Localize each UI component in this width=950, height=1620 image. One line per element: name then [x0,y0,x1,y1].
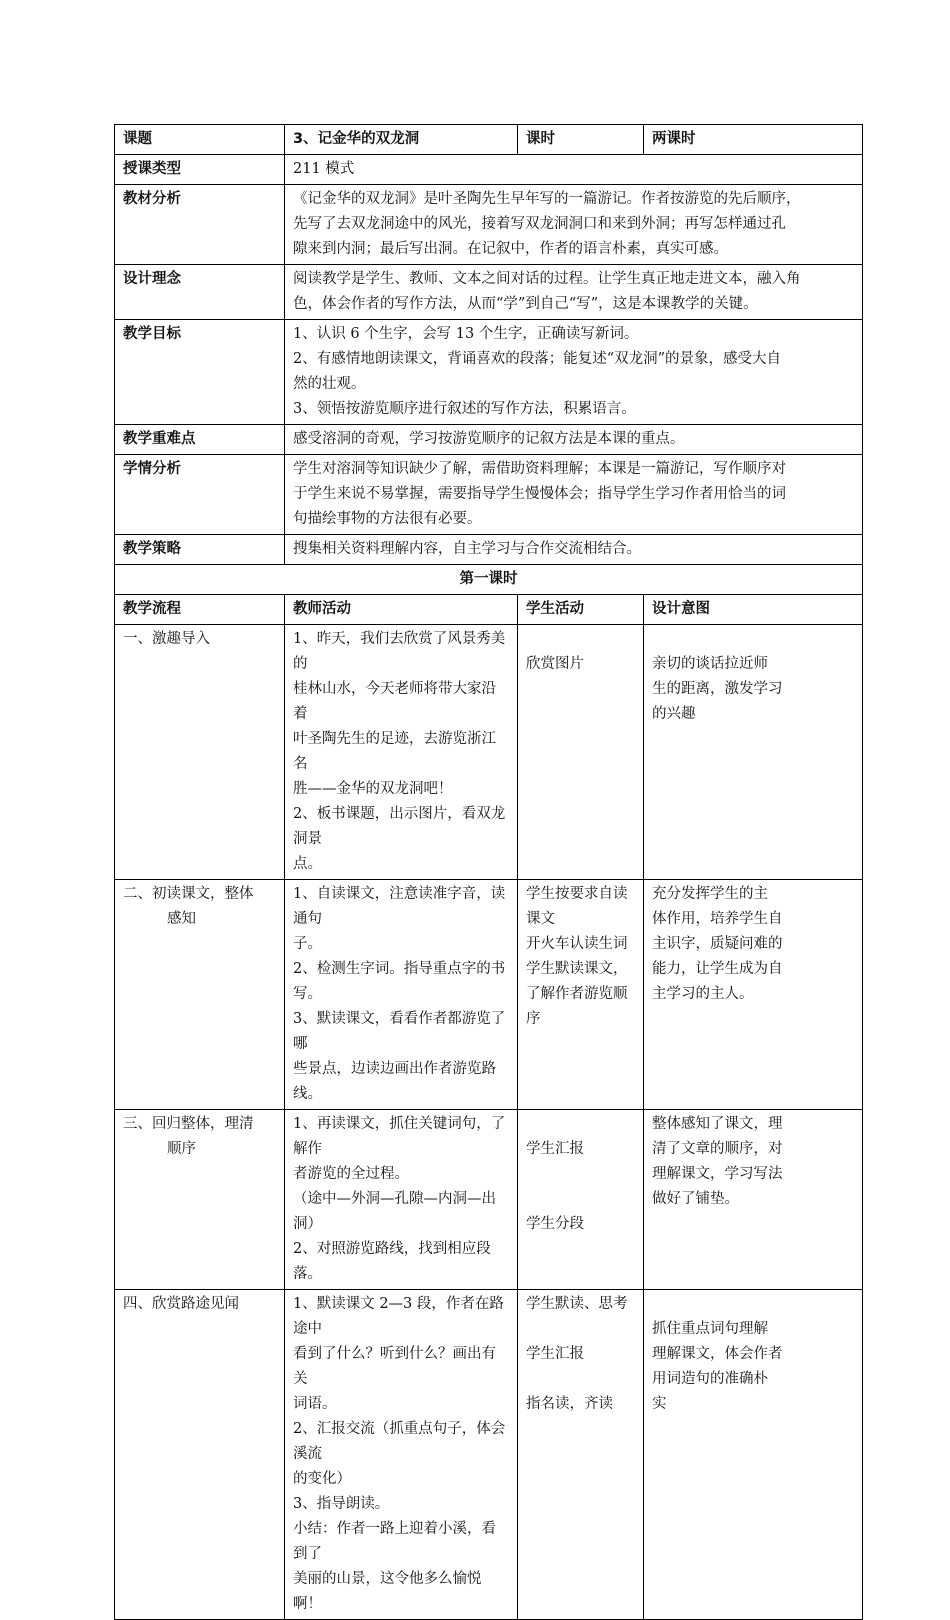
text-line: 顺序 [167,1141,196,1157]
text-line: 实 [652,1396,667,1412]
text-line: 学生默读课文， [526,961,628,977]
text-line: 2、板书课题，出示图片，看双龙洞景 [293,806,506,847]
text-line: 阅读教学是学生、教师、文本之间对话的过程。让学生真正地走进文本，融入角 [293,271,801,287]
flow-header-row [115,595,863,625]
text-line: 1、自读课文，注意读准字音，读通句 [293,886,506,927]
text-line: 理解课文，体会作者 [652,1346,783,1362]
info-row [115,535,863,565]
text-line: 抓住重点词句理解 [652,1321,768,1337]
teacher-activity [285,625,518,880]
text-line: 做好了铺垫。 [652,1191,739,1207]
info-label: 设计理念 [115,265,285,320]
text-line: 小结：作者一路上迎着小溪，看到了 [293,1521,496,1562]
text-line: 者游览的全过程。 [293,1166,409,1182]
text-line: 理解课文，学习写法 [652,1166,783,1182]
info-label: 教学策略 [115,535,285,565]
text-line: 四、欣赏路途见闻 [123,1296,239,1312]
text-line: 学生按要求自读 [526,886,628,902]
topic-label: 课题 [115,125,285,155]
text-line: 3、指导朗读。 [293,1496,390,1512]
text-line: 3、领悟按游览顺序进行叙述的写作方法，积累语言。 [293,401,636,417]
info-content [285,535,863,565]
info-label: 授课类型 [115,155,285,185]
student-activity [518,625,644,880]
text-line: 2、对照游览路线，找到相应段落。 [293,1241,491,1282]
flow-header-student: 学生活动 [518,595,644,625]
info-label: 教学目标 [115,320,285,425]
student-activity [518,1110,644,1290]
flow-step [115,880,285,1110]
text-line: 2、检测生字词。指导重点字的书写。 [293,961,506,1002]
teacher-activity [285,1110,518,1290]
text-line: 学生汇报 [526,1346,584,1362]
info-label: 教材分析 [115,185,285,265]
text-line: 3、默读课文，看看作者都游览了哪 [293,1011,506,1052]
text-line: 学生汇报 [526,1141,584,1157]
text-line: 子。 [293,936,322,952]
flow-rows [115,625,863,1620]
text-line: 序 [526,1011,541,1027]
info-label: 教学重难点 [115,425,285,455]
student-activity [518,880,644,1110]
text-line: 句描绘事物的方法很有必要。 [293,511,482,527]
topic-row [115,125,863,155]
text-line: 于学生来说不易掌握，需要指导学生慢慢体会；指导学生学习作者用恰当的词 [293,486,786,502]
text-line: 感知 [167,911,196,927]
text-line: 生的距离，激发学习 [652,681,783,697]
text-line: 1、默读课文 2—3 段，作者在路途中 [293,1296,504,1337]
text-line: 先写了去双龙洞途中的风光，接着写双龙洞洞口和来到外洞；再写怎样通过孔 [293,216,786,232]
text-line: 1、再读课文，抓住关键词句，了解作 [293,1116,506,1157]
flow-row [115,1110,863,1290]
text-line [526,1187,635,1212]
info-row [115,425,863,455]
info-content [285,265,863,320]
info-content [285,320,863,425]
text-line: 叶圣陶先生的足迹，去游览浙江名 [293,731,496,772]
text-line: 学生默读、思考 [526,1296,628,1312]
text-line [526,1367,635,1392]
design-intent [644,625,863,880]
text-line: 欣赏图片 [526,656,584,672]
info-label: 学情分析 [115,455,285,535]
text-line: 开火车认读生词 [526,936,628,952]
design-intent [644,1110,863,1290]
text-line: 1、昨天，我们去欣赏了风景秀美的 [293,631,506,672]
topic-value: 3、记金华的双龙洞 [285,125,518,155]
text-line: 隙来到内洞；最后写出洞。在记叙中，作者的语言朴素，真实可感。 [293,241,728,257]
design-intent [644,880,863,1110]
text-line: 三、回归整体，理清 [123,1116,254,1132]
text-line [526,1162,635,1187]
section-title: 第一课时 [115,565,863,595]
text-line: 桂林山水，今天老师将带大家沿着 [293,681,496,722]
text-line: 2、有感情地朗读课文，背诵喜欢的段落；能复述“双龙洞”的景象，感受大自 [293,351,782,367]
period-label: 课时 [518,125,644,155]
text-line: 些景点，边读边画出作者游览路线。 [293,1061,496,1102]
info-row [115,320,863,425]
section-title-row [115,565,863,595]
text-line: 学生对溶洞等知识缺少了解，需借助资料理解；本课是一篇游记，写作顺序对 [293,461,786,477]
flow-header-intent: 设计意图 [644,595,863,625]
text-line: 二、初读课文，整体 [123,886,254,902]
text-line: 亲切的谈话拉近师 [652,656,768,672]
info-content [285,425,863,455]
text-line: 充分发挥学生的主 [652,886,768,902]
text-line [526,1317,635,1342]
text-line: 清了文章的顺序，对 [652,1141,783,1157]
text-line: 211 模式 [293,161,355,177]
lesson-plan-table [114,124,863,1620]
info-content [285,455,863,535]
info-row [115,265,863,320]
flow-step [115,625,285,880]
text-line: 课文 [526,911,555,927]
info-content [285,155,863,185]
text-line: 的变化） [293,1471,351,1487]
text-line: 《记金华的双龙洞》是叶圣陶先生早年写的一篇游记。作者按游览的先后顺序， [293,191,801,207]
text-line: 点。 [293,856,322,872]
text-line: 主学习的主人。 [652,986,754,1002]
flow-header-teacher: 教师活动 [285,595,518,625]
text-line: 然的壮观。 [293,376,366,392]
text-line: 美丽的山景，这令他多么愉悦啊！ [293,1571,482,1612]
info-row [115,155,863,185]
text-line: 体作用，培养学生自 [652,911,783,927]
text-line: （途中—外洞—孔隙—内洞—出洞） [293,1191,496,1232]
design-intent [644,1290,863,1620]
flow-row [115,625,863,880]
info-content [285,185,863,265]
text-line: 1、认识 6 个生字，会写 13 个生字，正确读写新词。 [293,326,639,342]
text-line: 感受溶洞的奇观，学习按游览顺序的记叙方法是本课的重点。 [293,431,685,447]
text-line: 了解作者游览顺 [526,986,628,1002]
student-activity [518,1290,644,1620]
text-line: 主识字，质疑问难的 [652,936,783,952]
text-line: 指名读，齐读 [526,1396,613,1412]
text-line: 胜——金华的双龙洞吧！ [293,781,453,797]
text-line: 色，体会作者的写作方法，从而“学”到自己“写”，这是本课教学的关键。 [293,296,758,312]
text-line: 词语。 [293,1396,337,1412]
info-row [115,455,863,535]
flow-row [115,1290,863,1620]
info-row [115,185,863,265]
text-line: 搜集相关资料理解内容，自主学习与合作交流相结合。 [293,541,641,557]
text-line [526,627,635,652]
flow-step [115,1110,285,1290]
text-line: 看到了什么？听到什么？画出有关 [293,1346,496,1387]
lesson-plan-page [114,124,862,1620]
flow-header-step: 教学流程 [115,595,285,625]
text-line [652,1292,854,1317]
text-line: 一、激趣导入 [123,631,210,647]
text-line [526,1112,635,1137]
text-line: 能力，让学生成为自 [652,961,783,977]
text-line [652,627,854,652]
period-value: 两课时 [644,125,863,155]
text-line: 整体感知了课文，理 [652,1116,783,1132]
flow-step [115,1290,285,1620]
teacher-activity [285,1290,518,1620]
info-rows [115,155,863,565]
teacher-activity [285,880,518,1110]
text-line: 用词造句的准确朴 [652,1371,768,1387]
text-line: 的兴趣 [652,706,696,722]
text-line: 学生分段 [526,1216,584,1232]
flow-row [115,880,863,1110]
text-line: 2、汇报交流（抓重点句子，体会溪流 [293,1421,506,1462]
